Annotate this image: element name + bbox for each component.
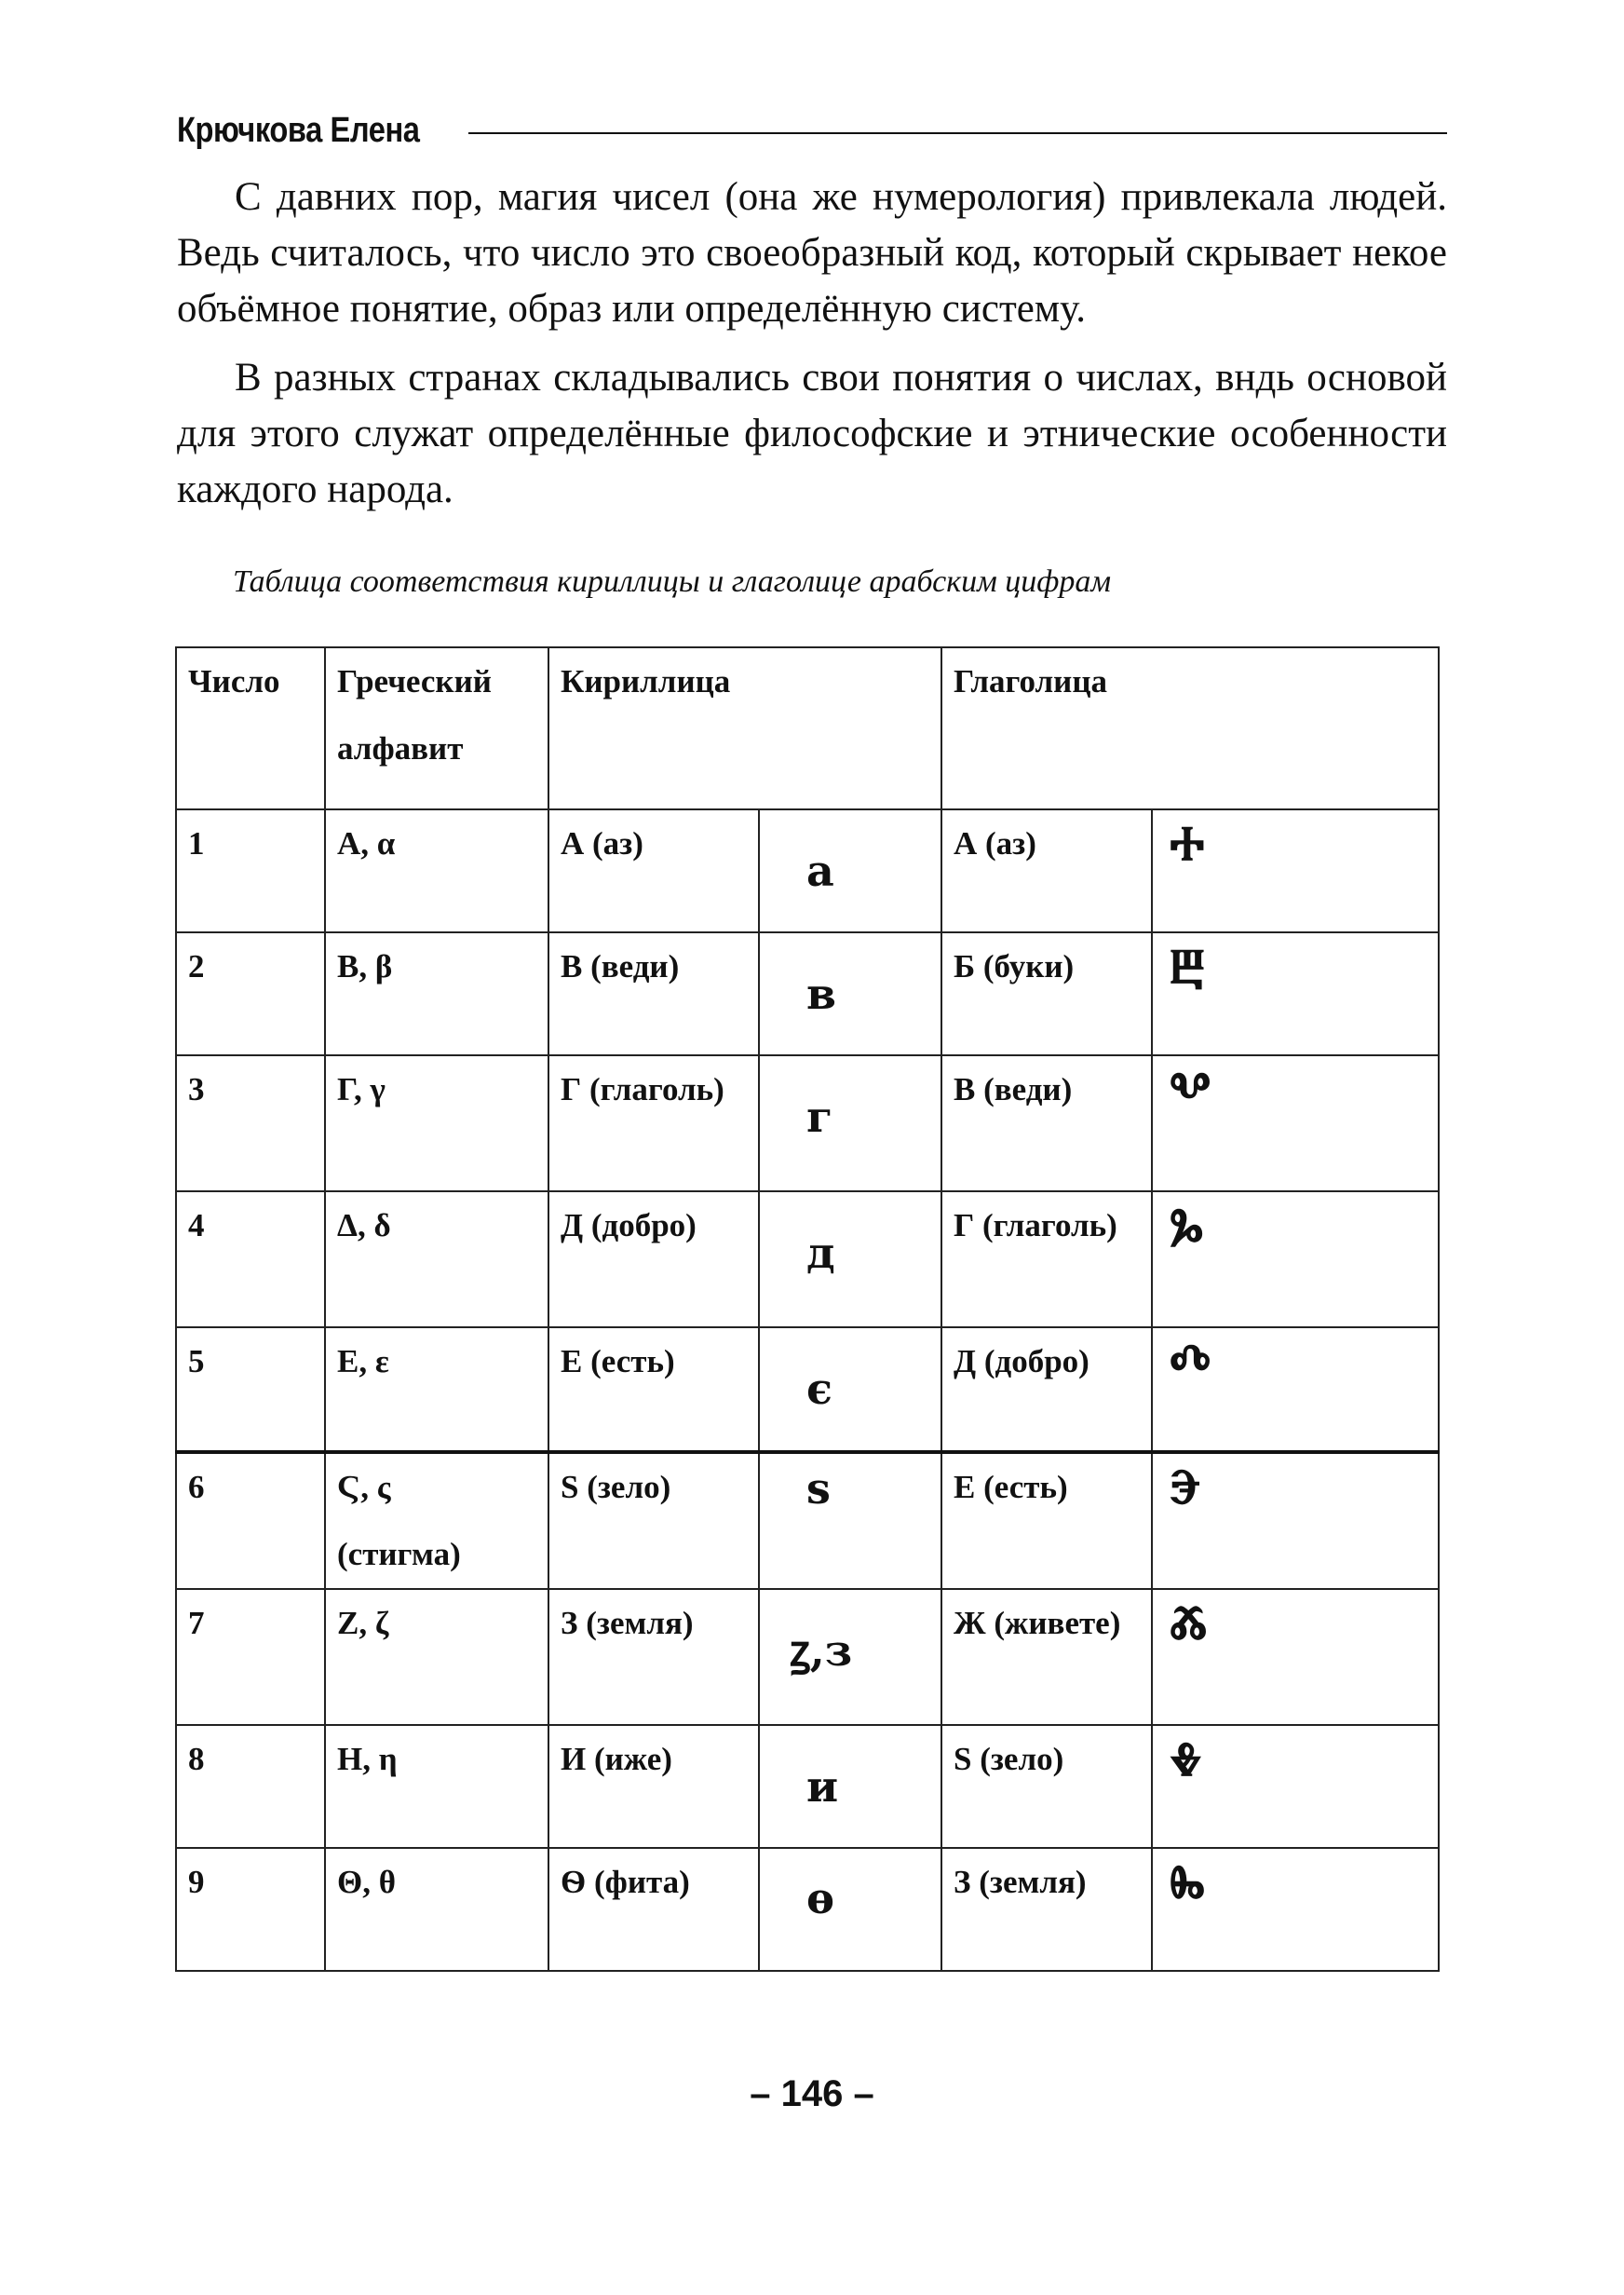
cell-greek: Γ, γ	[325, 1055, 548, 1191]
table-header-row	[176, 647, 1439, 809]
cell-cyrillic-name: З (земля)	[548, 1589, 759, 1725]
cell-cyrillic-name: Д (добро)	[548, 1191, 759, 1327]
glagolitic-letter-glyph: Ⰴ	[1170, 1333, 1211, 1390]
table-row	[176, 1452, 1439, 1589]
correspondence-table	[175, 646, 1440, 1972]
cell-greek: Ε, ε	[325, 1327, 548, 1452]
cell-cyrillic-name: Е (есть)	[548, 1327, 759, 1452]
table-row	[176, 809, 1439, 932]
cell-glagolitic-name: Е (есть)	[941, 1452, 1152, 1589]
cell-cyrillic-name: Г (глаголь)	[548, 1055, 759, 1191]
glagolitic-letter-glyph: Ⰷ	[1170, 1731, 1202, 1787]
table-row	[176, 1725, 1439, 1848]
cyrillic-letter-glyph: г	[806, 1092, 833, 1142]
cell-cyrillic-glyph	[759, 1452, 941, 1589]
cell-glagolitic-glyph	[1152, 1848, 1439, 1971]
glagolitic-letter-glyph: Ⰳ	[1170, 1197, 1204, 1254]
cell-glagolitic-name: Ж (живете)	[941, 1589, 1152, 1725]
table-row	[176, 1191, 1439, 1327]
cell-greek: Α, α	[325, 809, 548, 932]
header-cyrillic: Кириллица	[548, 647, 941, 809]
cell-cyrillic-name: И (иже)	[548, 1725, 759, 1848]
table-row	[176, 1327, 1439, 1452]
cell-greek: Θ, θ	[325, 1848, 548, 1971]
greek-stigma-letters: Ϛ, ς	[337, 1469, 391, 1505]
cell-greek: Η, η	[325, 1725, 548, 1848]
cell-glagolitic-glyph	[1152, 1055, 1439, 1191]
cell-number: 1	[176, 809, 325, 932]
cell-glagolitic-glyph	[1152, 1589, 1439, 1725]
table-row	[176, 932, 1439, 1055]
table-caption: Таблица соответствия кириллицы и глаголице арабским цифрам	[233, 564, 1112, 599]
cell-cyrillic-glyph	[759, 1191, 941, 1327]
cell-cyrillic-name: А (аз)	[548, 809, 759, 932]
cell-number: 2	[176, 932, 325, 1055]
glagolitic-letter-glyph: Ⰵ	[1170, 1459, 1201, 1515]
cyrillic-letter-glyph: ѳ	[806, 1873, 835, 1923]
cell-greek	[325, 1452, 548, 1589]
page-number: – 146 –	[750, 2073, 874, 2114]
cell-glagolitic-glyph	[1152, 1191, 1439, 1327]
table-row	[176, 1589, 1439, 1725]
cell-glagolitic-name: З (земля)	[941, 1848, 1152, 1971]
cell-greek: Δ, δ	[325, 1191, 548, 1327]
table-row	[176, 1848, 1439, 1971]
glagolitic-letter-glyph: Ⰲ	[1170, 1061, 1211, 1118]
cyrillic-letter-glyph: ѕ	[806, 1463, 831, 1514]
cell-cyrillic-glyph	[759, 1848, 941, 1971]
glagolitic-letter-glyph: Ⰸ	[1170, 1854, 1206, 1910]
cell-cyrillic-glyph	[759, 1055, 941, 1191]
cell-glagolitic-glyph	[1152, 1452, 1439, 1589]
cell-cyrillic-glyph	[759, 809, 941, 932]
header-glagolitic: Глаголица	[941, 647, 1439, 809]
glagolitic-letter-glyph: Ⰰ	[1170, 815, 1205, 872]
glagolitic-letter-glyph: Ⰱ	[1170, 938, 1205, 995]
cell-number: 7	[176, 1589, 325, 1725]
cell-number: 8	[176, 1725, 325, 1848]
cell-glagolitic-name: Д (добро)	[941, 1327, 1152, 1452]
author-name: Крючкова Елена	[177, 110, 420, 150]
cell-glagolitic-name: В (веди)	[941, 1055, 1152, 1191]
cyrillic-letter-glyph: д	[806, 1228, 835, 1278]
cell-glagolitic-glyph	[1152, 1327, 1439, 1452]
header-number: Число	[176, 647, 325, 809]
header-greek: Греческий алфавит	[325, 647, 548, 809]
cyrillic-letter-glyph: и	[806, 1761, 839, 1812]
paragraph-2: В разных странах складывались свои понятия о числах, вндь основой для этого служат определённые философские и этнические особенности каждого народа.	[177, 356, 1447, 511]
cell-number: 4	[176, 1191, 325, 1327]
cell-glagolitic-name: А (аз)	[941, 809, 1152, 932]
cell-glagolitic-glyph	[1152, 932, 1439, 1055]
cell-greek: Ζ, ζ	[325, 1589, 548, 1725]
cell-glagolitic-name: Г (глаголь)	[941, 1191, 1152, 1327]
cyrillic-letter-glyph: а	[806, 846, 834, 896]
greek-stigma-note: (стигма)	[337, 1536, 461, 1572]
glagolitic-letter-glyph: Ⰶ	[1170, 1595, 1208, 1651]
cell-cyrillic-glyph	[759, 1327, 941, 1452]
cell-cyrillic-glyph	[759, 1589, 941, 1725]
cell-cyrillic-name: Ѳ (фита)	[548, 1848, 759, 1971]
paragraph-1: С давних пор, магия чисел (она же нумерология) привлекала людей. Ведь считалось, что число это своеобразный код, который скрывает некое объёмное понятие, образ или определённую систему.	[177, 175, 1447, 331]
cell-cyrillic-name: В (веди)	[548, 932, 759, 1055]
cell-cyrillic-name: S (зело)	[548, 1452, 759, 1589]
cyrillic-letter-glyph: в	[806, 969, 836, 1019]
cyrillic-letter-glyph: є	[806, 1364, 833, 1414]
cell-glagolitic-glyph	[1152, 1725, 1439, 1848]
cyrillic-letter-glyph: ꙁ,з	[790, 1625, 853, 1676]
header-rule	[468, 132, 1447, 134]
running-header	[177, 104, 1447, 156]
cell-glagolitic-glyph	[1152, 809, 1439, 932]
cell-greek: Β, β	[325, 932, 548, 1055]
cell-number: 5	[176, 1327, 325, 1452]
cell-cyrillic-glyph	[759, 932, 941, 1055]
cell-glagolitic-name: S (зело)	[941, 1725, 1152, 1848]
table-row	[176, 1055, 1439, 1191]
cell-number: 9	[176, 1848, 325, 1971]
cell-glagolitic-name: Б (буки)	[941, 932, 1152, 1055]
cell-number: 3	[176, 1055, 325, 1191]
cell-cyrillic-glyph	[759, 1725, 941, 1848]
cell-number: 6	[176, 1452, 325, 1589]
